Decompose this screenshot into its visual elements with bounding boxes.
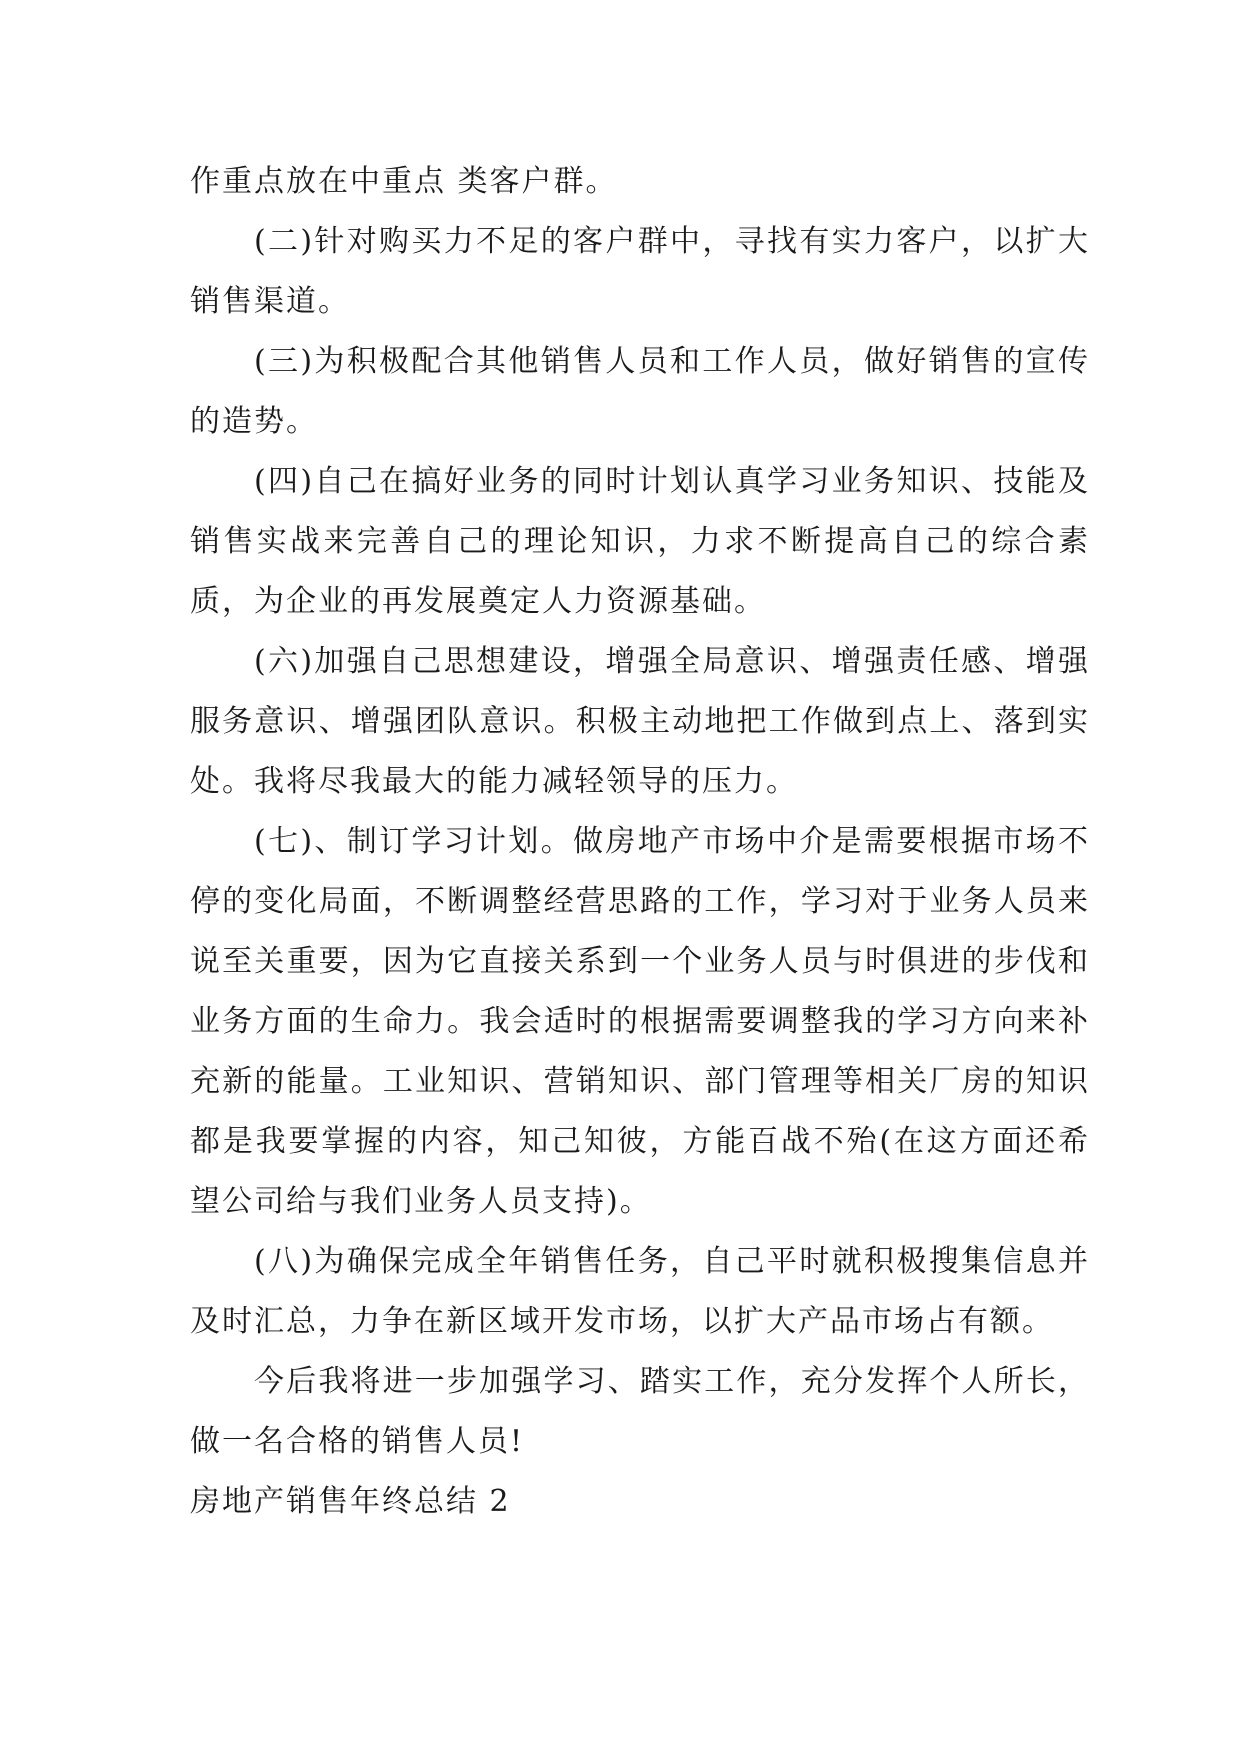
paragraph-item-3: (三)为积极配合其他销售人员和工作人员，做好销售的宣传的造势。 <box>190 344 1090 439</box>
paragraph-continuation: 作重点放在中重点 类客户群。 <box>190 164 618 199</box>
paragraph-closing: 今后我将进一步加强学习、踏实工作，充分发挥个人所长，做一名合格的销售人员! <box>190 1364 1090 1459</box>
paragraph-item-2: (二)针对购买力不足的客户群中，寻找有实力客户，以扩大销售渠道。 <box>190 224 1090 319</box>
document-body <box>190 152 1090 1532</box>
paragraph-item-6: (六)加强自己思想建设，增强全局意识、增强责任感、增强服务意识、增强团队意识。积极主动地把工作做到点上、落到实处。我将尽我最大的能力减轻领导的压力。 <box>190 644 1090 799</box>
section-heading: 房地产销售年终总结 2 <box>190 1484 511 1519</box>
paragraph-item-4: (四)自己在搞好业务的同时计划认真学习业务知识、技能及销售实战来完善自己的理论知识，力求不断提高自己的综合素质，为企业的再发展奠定人力资源基础。 <box>190 464 1090 619</box>
paragraph-item-8: (八)为确保完成全年销售任务，自己平时就积极搜集信息并及时汇总，力争在新区域开发市场，以扩大产品市场占有额。 <box>190 1244 1090 1339</box>
paragraph-item-7: (七)、制订学习计划。做房地产市场中介是需要根据市场不停的变化局面，不断调整经营思路的工作，学习对于业务人员来说至关重要，因为它直接关系到一个业务人员与时俱进的步伐和业务方面的生命力。我会适时的根据需要调整我的学习方向来补充新的能量。工业知识、营销知识、部门管理等相关厂房的知识都是我要掌握的内容，知己知彼，方能百战不殆(在这方面还希望公司给与我们业务人员支持)。 <box>190 824 1090 1219</box>
